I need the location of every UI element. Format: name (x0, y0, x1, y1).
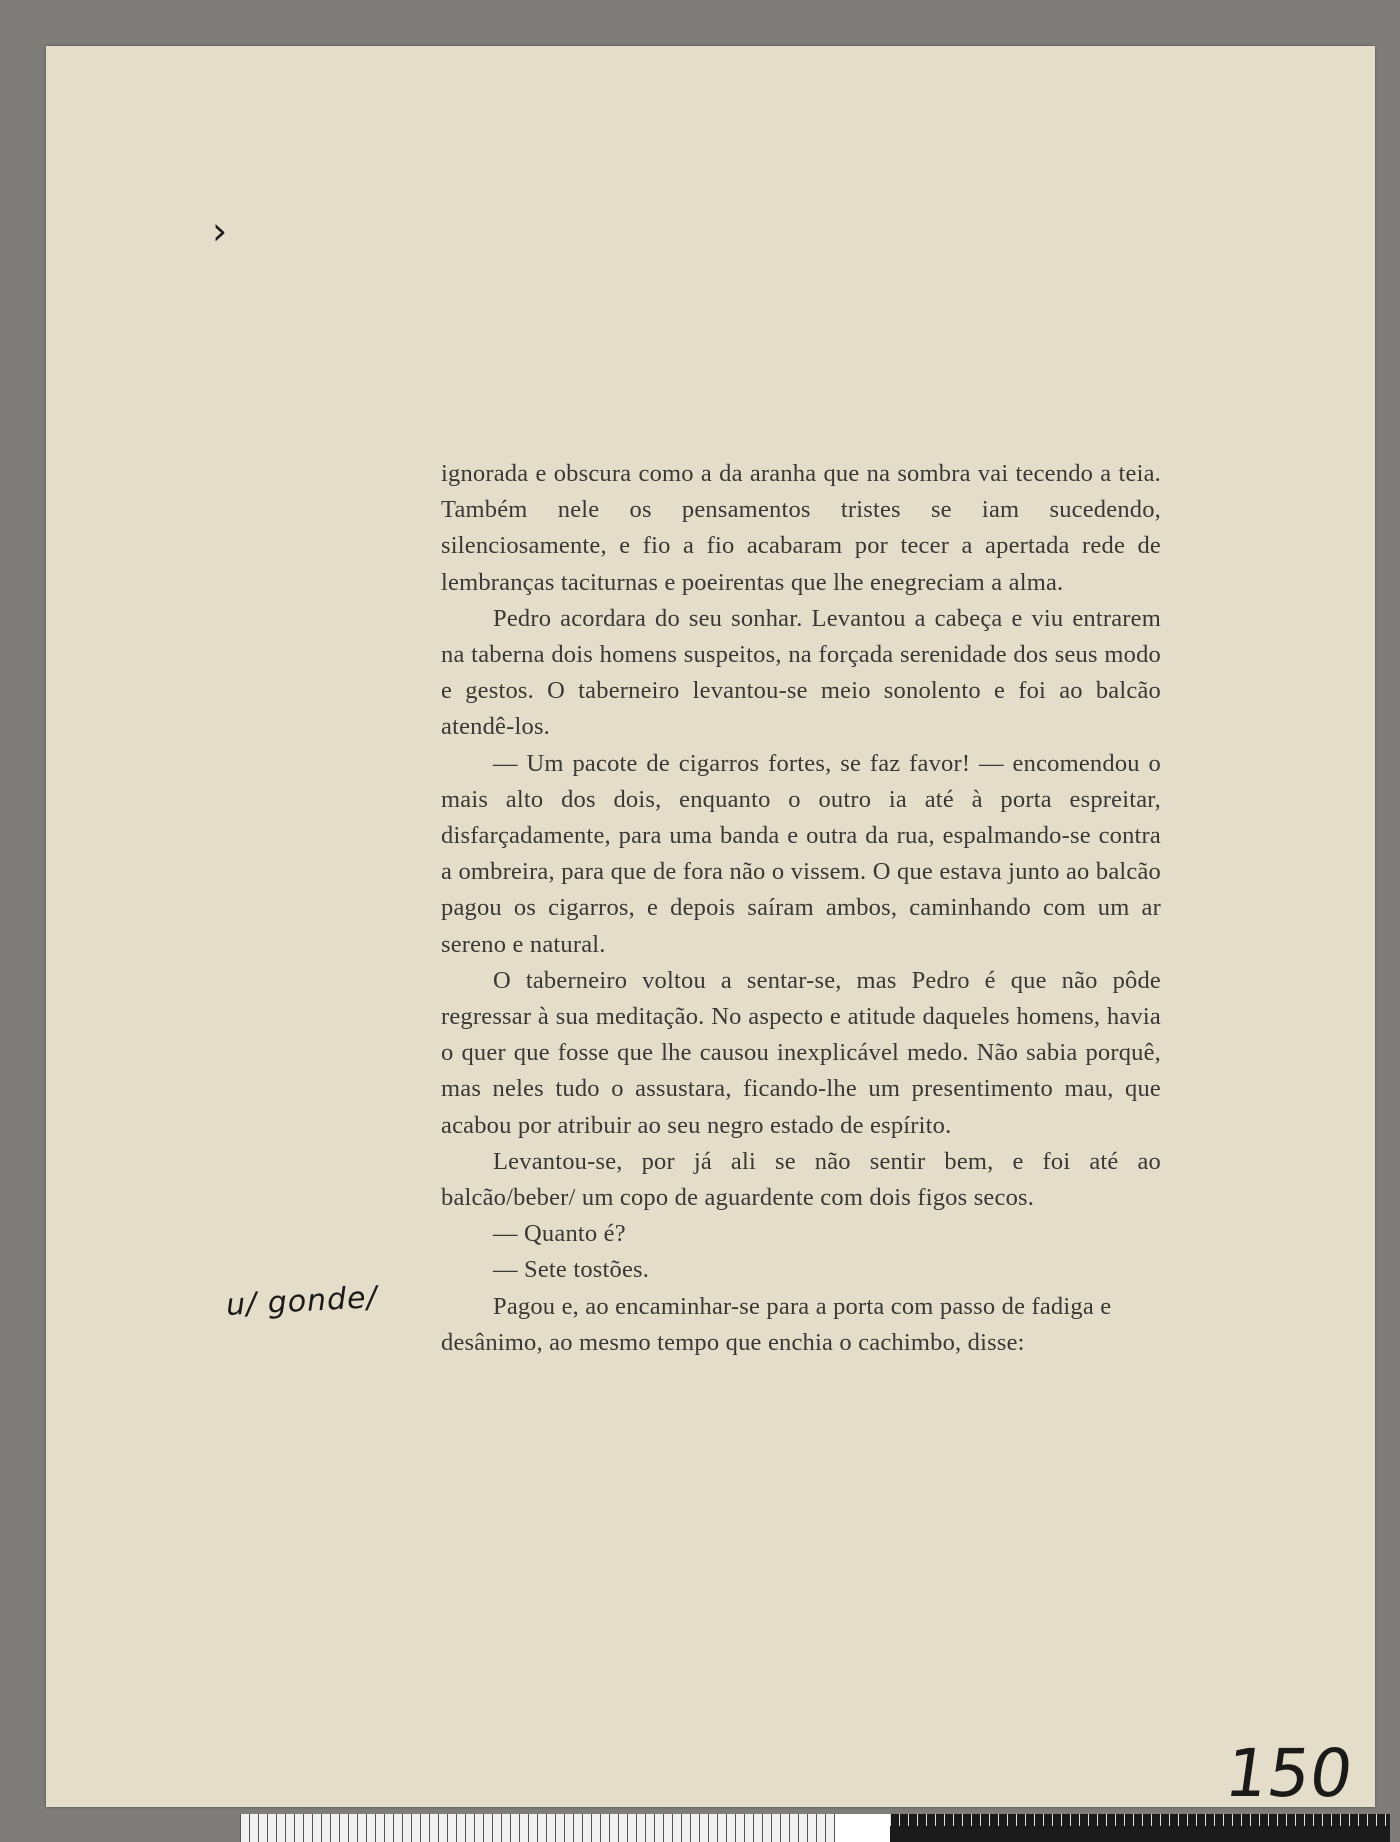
body-text (441, 456, 1161, 1361)
document-page (46, 46, 1375, 1812)
paragraph-5: Levantou-se, por já ali se não sentir bem, e foi até ao balcão/beber/ um copo de aguardente com dois figos secos. (441, 1147, 1161, 1212)
paragraph-3: — Um pacote de cigarros fortes, se faz favor! — encomendou o mais alto dos dois, enquanto o outro ia até à porta espreitar, disfarçadamente, para uma banda e outra da rua, espalmando-se contra a ombreira, para que de fora não o vissem. O que estava junto ao balcão pagou os cigarros, e depois saíram ambos, caminhando com um ar sereno e natural. (441, 749, 1161, 958)
paragraph-2: Pedro acordara do seu sonhar. Levantou a cabeça e viu entrarem na taberna dois homens suspeitos, na forçada serenidade dos seus modo e gestos. O taberneiro levantou-se meio sonolento e foi ao balcão atendê-los. (441, 604, 1161, 741)
ruler-ticks (240, 1814, 890, 1842)
paragraph-4: O taberneiro voltou a sentar-se, mas Pedro é que não pôde regressar à sua meditação. No aspecto e atitude daqueles homens, havia o quer que fosse que lhe causou inexplicável medo. Não sabia porquê, mas neles tudo o assustara, ficando-lhe um presentimento mau, que acabou por atribuir ao seu negro estado de espírito. (441, 966, 1161, 1139)
handwritten-page-number: 150 (1220, 1735, 1358, 1812)
paragraph-6: — Quanto é? (493, 1220, 626, 1248)
paragraph-1: ignorada e obscura como a da aranha que na sombra vai tecendo a teia. Também nele os pensamentos tristes se iam sucedendo, silenciosamente, e fio a fio acabaram por tecer a apertada rede de lembranças taciturnas e poeirentas que lhe enegreciam a alma. (441, 460, 1161, 596)
handwritten-margin-note: u/ gonde/ (225, 1280, 379, 1323)
ruler-black-ticks (890, 1814, 1390, 1826)
corner-mark: › (212, 209, 228, 253)
ruler-white-block (835, 1814, 890, 1842)
scale-ruler (240, 1814, 1390, 1842)
paragraph-7: — Sete tostões. (493, 1256, 650, 1284)
paragraph-8: Pagou e, ao encaminhar-se para a porta com passo de fadiga e desânimo, ao mesmo tempo que enchia o cachimbo, disse: (441, 1292, 1112, 1356)
ruler-black-section (890, 1814, 1390, 1842)
